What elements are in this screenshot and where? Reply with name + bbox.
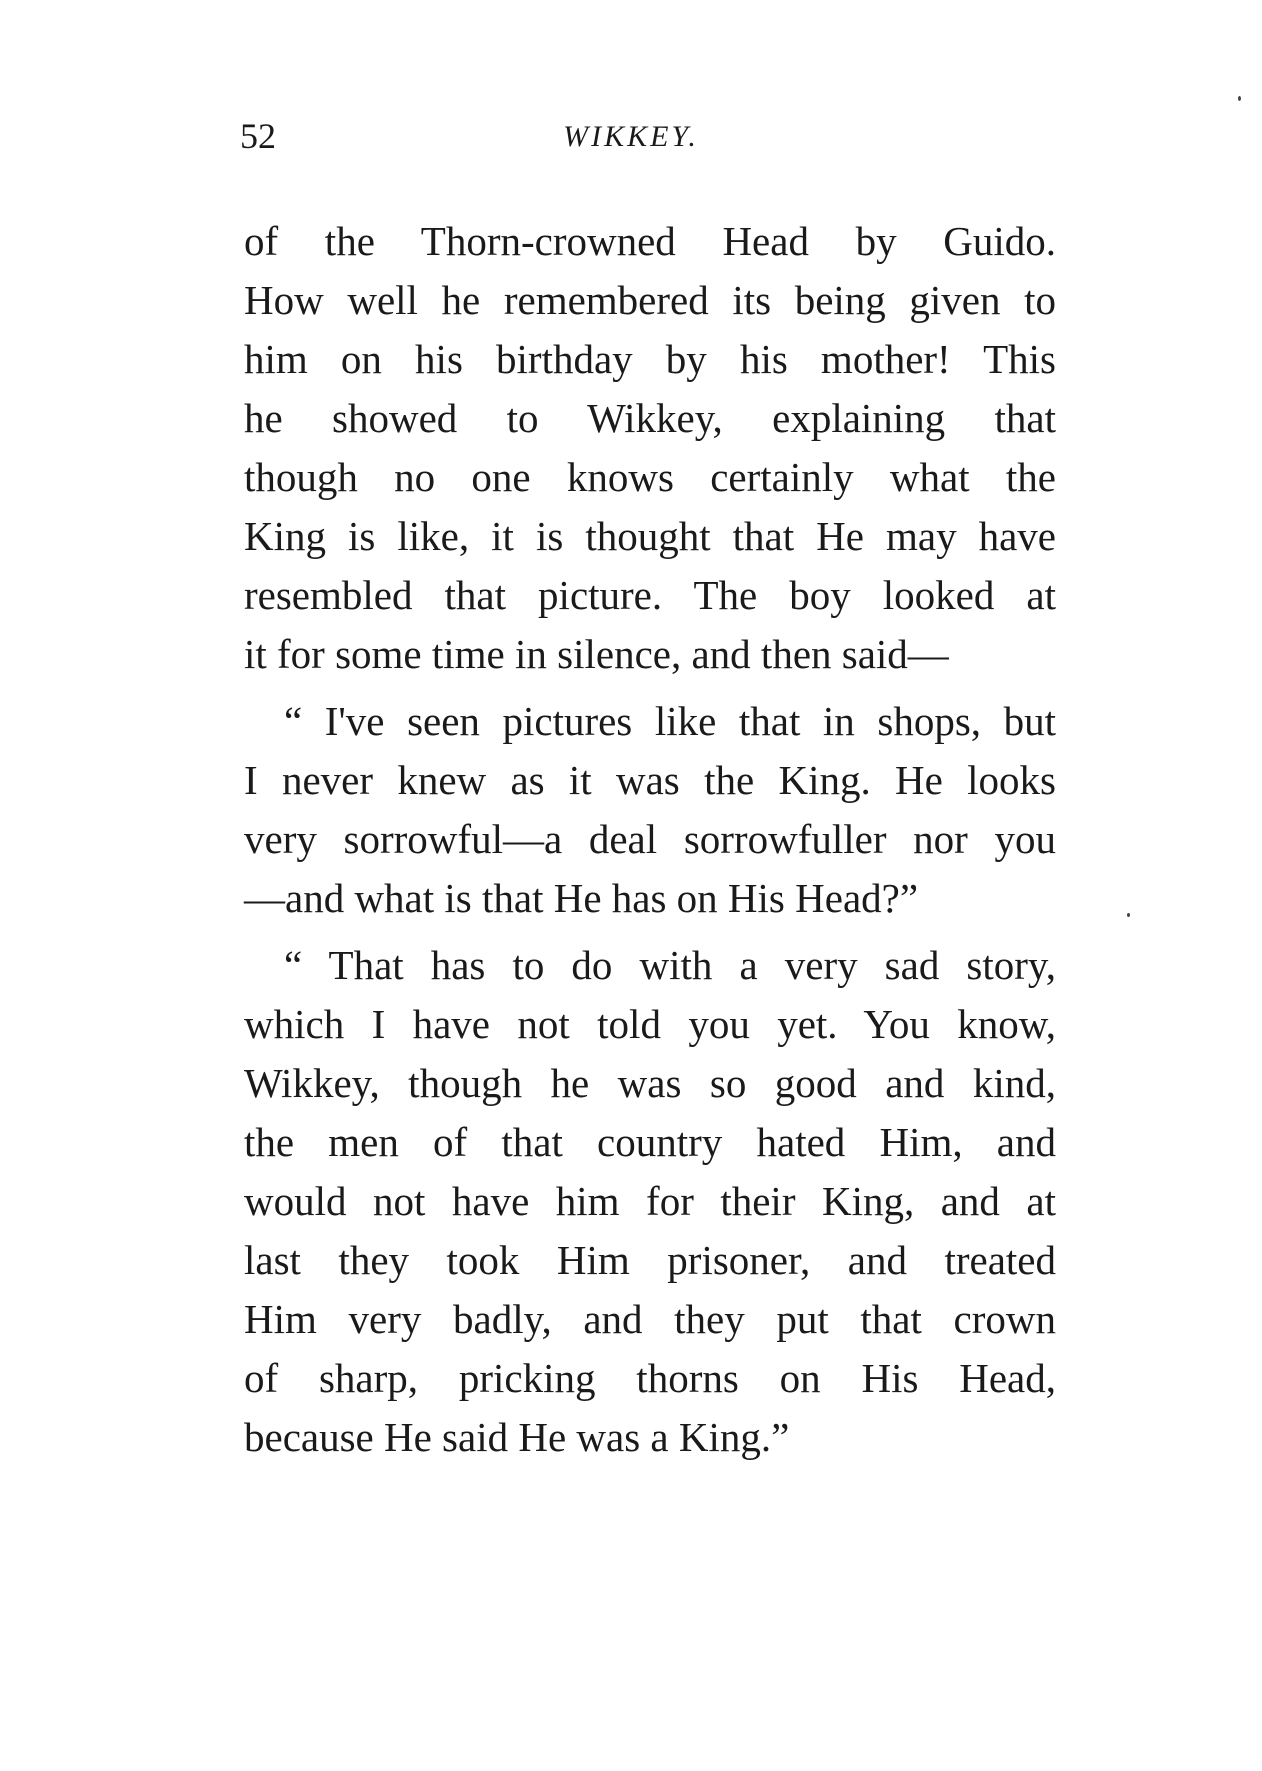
text-line: though no one knows certainly what the <box>244 454 1056 500</box>
paragraph-3 <box>244 936 1056 1467</box>
text-line: last they took Him prisoner, and treated <box>244 1237 1056 1283</box>
text-line: Him very badly, and they put that crown <box>244 1296 1056 1342</box>
text-line: very sorrowful—a deal sorrowfuller nor you <box>244 816 1056 862</box>
paragraph-1 <box>244 212 1056 684</box>
text-line: I never knew as it was the King. He looks <box>244 757 1056 803</box>
body-text <box>244 212 1056 1467</box>
text-line: the men of that country hated Him, and <box>244 1119 1056 1165</box>
text-line: How well he remembered its being given to <box>244 277 1056 323</box>
text-line: —and what is that He has on His Head?” <box>244 875 919 921</box>
text-line: it for some time in silence, and then said— <box>244 631 949 677</box>
paragraph-2 <box>244 692 1056 928</box>
text-line: would not have him for their King, and at <box>244 1178 1056 1224</box>
text-line: of sharp, pricking thorns on His Head, <box>244 1355 1056 1401</box>
text-line: which I have not told you yet. You know, <box>244 1001 1056 1047</box>
text-line: “ That has to do with a very sad story, <box>284 942 1056 988</box>
running-title: WIKKEY. <box>563 120 699 153</box>
page-number: 52 <box>240 116 276 156</box>
ink-speck <box>1127 913 1130 917</box>
text-line: Wikkey, though he was so good and kind, <box>244 1060 1056 1106</box>
text-line: he showed to Wikkey, explaining that <box>244 395 1056 441</box>
text-line: resembled that picture. The boy looked at <box>244 572 1056 618</box>
text-line: King is like, it is thought that He may have <box>244 513 1056 559</box>
text-line: him on his birthday by his mother! This <box>244 336 1056 382</box>
text-line: because He said He was a King.” <box>244 1414 790 1460</box>
text-line: of the Thorn-crowned Head by Guido. <box>244 218 1056 264</box>
text-line: “ I've seen pictures like that in shops, but <box>284 698 1056 744</box>
ink-speck <box>1238 96 1241 101</box>
